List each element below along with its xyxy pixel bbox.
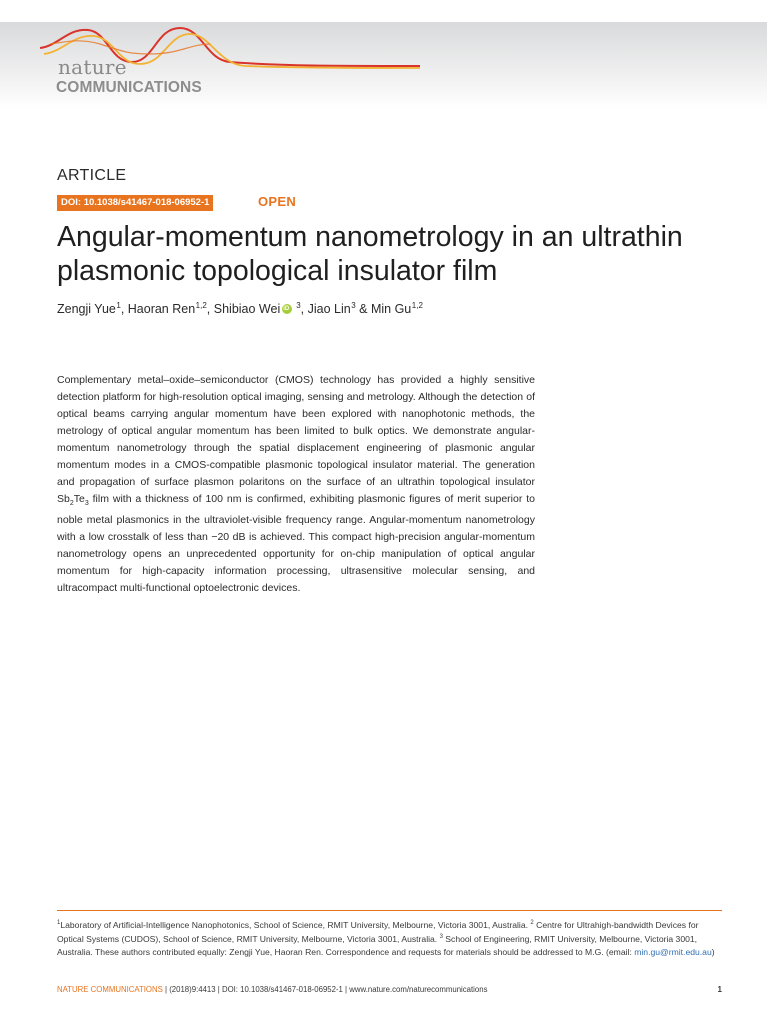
affiliation-marker: 1	[57, 920, 61, 926]
author-affiliation: 3	[351, 301, 356, 310]
affiliation-marker: 2	[530, 920, 534, 926]
article-type-label: ARTICLE	[57, 167, 127, 184]
abstract-text: film with a thickness of 100 nm is confirmed, exhibiting plasmonic figures of merit superior to noble metal plasmonics in the ultraviolet-visible frequency range. Angular-momentum nanometrology with a low crosstalk of less than −20 dB is achieved. This compact high-precision angular-momentum nanometrology opens an unprecedented opportunity for on-chip manipulation of optical angular momentum for high-capacity information processing, ultrasensitive molecular sensing, and ultracompact multi-functional optoelectronic devices.	[57, 493, 535, 595]
footer-journal-name[interactable]: NATURE COMMUNICATIONS	[57, 985, 163, 994]
abstract-text: Complementary metal–oxide–semiconductor (CMOS) technology has provided a highly sensitive detection platform for high-resolution optical imaging, sensing and metrology. Although the detection of optical beams carrying angular momentum have been explored with nanophotonic methods, the metrology of optical angular momentum has been limited to bulk optics. We demonstrate angular-momentum nanometrology through the spatial displacement engineering of plasmonic angular momentum modes in a CMOS-compatible plasmonic topological insulator material. The generation and propagation of surface plasmon polaritons on the surface of an ultrathin topological insulator Sb	[57, 374, 535, 505]
author-separator: &	[355, 302, 371, 316]
author-affiliation: 1,2	[411, 301, 423, 310]
doi-badge[interactable]: DOI: 10.1038/s41467-018-06952-1	[57, 195, 213, 211]
author-name[interactable]: Jiao Lin	[307, 302, 351, 316]
orcid-icon[interactable]	[282, 304, 292, 314]
affiliation-text: Laboratory of Artificial-Intelligence Nanophotonics, School of Science, RMIT University, Melbourne, Victoria 3001, Australia.	[60, 919, 531, 930]
footer-citation: | (2018)9:4413 | DOI: 10.1038/s41467-018-06952-1 | www.nature.com/naturecommunications	[162, 985, 488, 994]
footnote-close: )	[711, 946, 715, 957]
correspondence-email-link[interactable]: min.gu@rmit.edu.au	[634, 946, 712, 957]
formula-subscript: 3	[84, 500, 89, 508]
article-title: Angular-momentum nanometrology in an ultrathin plasmonic topological insulator film	[57, 221, 683, 287]
abstract-paragraph	[57, 372, 535, 597]
formula-text: Te	[73, 493, 85, 505]
open-access-label: OPEN	[258, 194, 297, 209]
affiliation-marker: 3	[439, 934, 443, 941]
formula-subscript: 2	[69, 500, 74, 508]
author-name[interactable]: Zengji Yue	[57, 302, 116, 316]
author-name[interactable]: Haoran Ren	[127, 302, 196, 316]
logo-communications-text: COMMUNICATIONS	[56, 79, 202, 96]
author-affiliation: 1,2	[195, 301, 207, 310]
author-list	[57, 301, 423, 316]
author-name[interactable]: Min Gu	[370, 302, 412, 316]
page-footer	[57, 985, 722, 994]
affiliation-text: School of Engineering, RMIT University, Melbourne, Victoria 3001, Australia. These authors contributed equally: Zengji Yue, Haoran Ren. Correspondence and requests for materials should be addressed to M.G. (email:	[57, 934, 698, 957]
author-separator: ,	[206, 302, 214, 316]
affiliation-text: Centre for Ultrahigh-bandwidth Devices for Optical Systems (CUDOS), School of Science, RMIT University, Melbourne, Victoria 3001, Australia.	[57, 919, 699, 945]
author-affiliation: 3	[296, 301, 301, 310]
author-separator: ,	[120, 302, 128, 316]
author-affiliation: 1	[116, 301, 121, 310]
logo-nature-text: nature	[58, 55, 127, 79]
affiliation-footnotes	[57, 917, 722, 958]
footnote-divider	[57, 910, 722, 911]
author-name[interactable]: Shibiao Wei	[213, 302, 281, 316]
author-separator: ,	[300, 302, 308, 316]
page-number: 1	[717, 985, 722, 994]
